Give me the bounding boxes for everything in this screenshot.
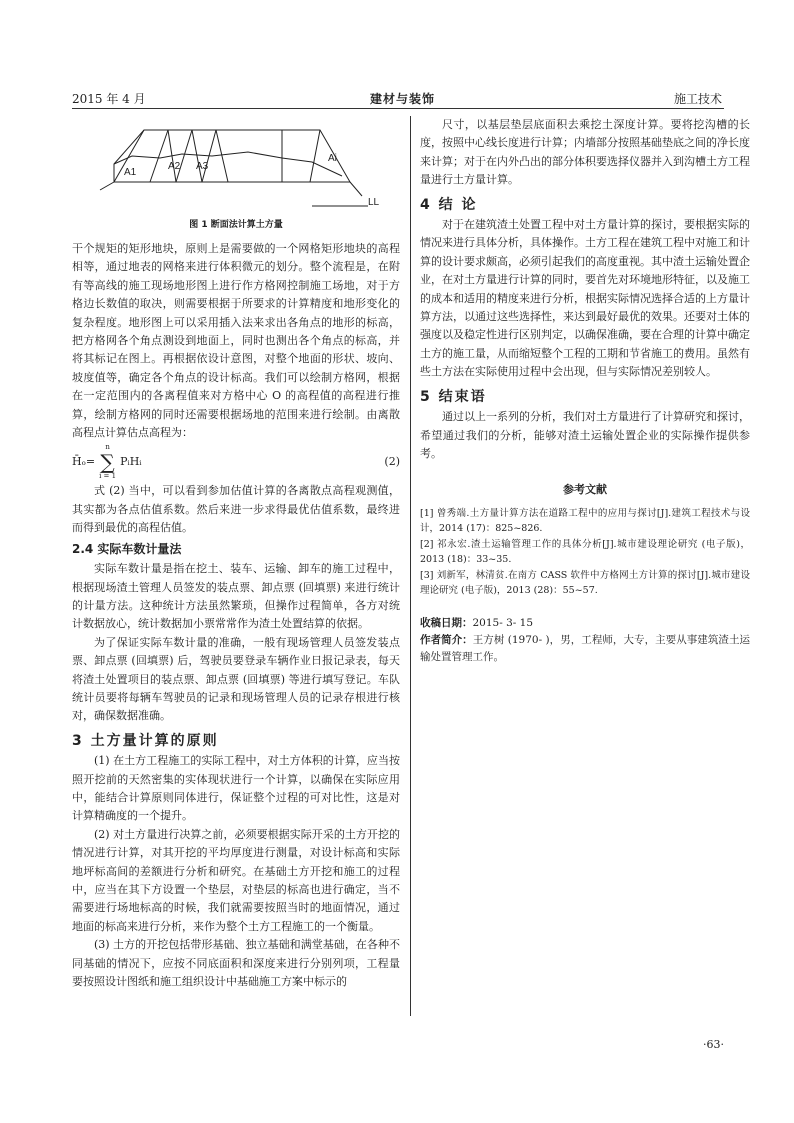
equation-2 (72, 442, 400, 482)
paragraph: (2) 对土方量进行决算之前，必须要根据实际开采的土方开挖的情况进行计算，对其开挖的平均厚度进行测量，对设计标高和实际地坪标高间的差额进行分析和研究。在基础土方开挖和施工的过程中，应当在其下方设置一个垫层，对垫层的标高也进行确定，当不需要进行场地标高的时候，我们就需要按照当时的地面情况，通过地面的标高来进行分析，来作为整个土方工程施工的一个衡量。 (72, 827, 400, 933)
author-label: 作者简介： (420, 633, 473, 646)
sum-upper-limit: n (105, 443, 110, 452)
area-label-a3: A3 (196, 161, 209, 172)
equation-number: (2) (384, 455, 400, 469)
paragraph: (3) 土方的开挖包括带形基础、独立基础和满堂基础，在各种不同基础的情况下，应按不同底面积和深度来进行分别列项，工程量要按照设计图纸和施工组织设计中基础施工方案中标示的 (72, 938, 400, 989)
paragraph: (1) 在土方工程施工的实际工程中，对土方体积的计算，应当按照开挖前的天然密集的实体现状进行一个计算，以确保在实际应用中，能结合计算原则同体进行，保证整个过程的可对比性，这是对计算精确度的一个提升。 (72, 754, 400, 823)
column-divider (410, 116, 411, 1016)
paragraph: 实际车数计量是指在挖土、装车、运输、卸车的施工过程中，根据现场渣土管理人员签发的装点票、卸点票 (回填票) 来进行统计的计量方法。这种统计方法虽然繁琐，但操作过程简单，各方对统计数据放心，统计数据加小票常常作为渣土处置结算的依据。 (72, 562, 400, 631)
author-bio (420, 632, 750, 666)
area-label-a2: A2 (168, 161, 181, 172)
reference-item: [3] 刘新军，林清贫.在南方 CASS 软件中方格网土方计算的探讨[J].城市建设理论研究 (电子版)，2013 (28)：55~57. (420, 569, 750, 597)
reference-item: [2] 祁永宏.渣土运输管理工作的具体分析[J].城市建设理论研究 (电子版)，2013 (18)：33~35. (420, 538, 750, 566)
section-heading-4: 4 结 论 (420, 196, 478, 213)
paragraph: 通过以上一系列的分析，我们对土方量进行了计算研究和探讨，希望通过我们的分析，能够对渣土运输处置企业的实际操作提供参考。 (420, 410, 750, 460)
left-column (72, 116, 400, 991)
figure-1 (72, 116, 400, 236)
section-heading-2-4: 2.4 实际车数计量法 (72, 541, 182, 556)
sum-lower-limit: i = 1 (99, 472, 117, 481)
formula-term: PᵢHᵢ (120, 455, 142, 469)
right-column (420, 116, 750, 666)
received-date (420, 615, 750, 632)
figure-caption: 图 1 断面法计算土方量 (189, 220, 283, 230)
page-number: ·63· (703, 1038, 724, 1051)
cross-section-diagram (72, 116, 400, 224)
references-title: 参考文献 (563, 483, 607, 497)
journal-date: 2015 年 4 月 (72, 92, 146, 106)
section-name: 施工技术 (673, 92, 722, 106)
paragraph: 式 (2) 当中，可以看到参加估值计算的各离散点高程观测值，其实都为各点估值系数。然后来进一步求得最优估值系数，最终进而得到最优的高程估值。 (72, 484, 400, 535)
paragraph: 为了保证实际车数计量的准确，一般有现场管理人员签发装点票、卸点票 (回填票) 后，驾驶员要登录车辆作业日报记录表，每天将渣土处置项目的装点票、卸点票 (回填票) 等进行填写登记。车队统计员要将每辆车驾驶员的记录和现场管理人员的记录存根进行核对，确保数据准确。 (72, 635, 400, 723)
reference-item: [1] 曾秀端.土方量计算方法在道路工程中的应用与探讨[J].建筑工程技术与设计，2014 (17)：825~826. (420, 507, 750, 535)
area-label-a1: A1 (124, 167, 137, 178)
paragraph: 尺寸，以基层垫层底面积去乘挖土深度计算。要将挖沟槽的长度，按照中心线长度进行计算；内墙部分按照基础垫底之间的净长度来计算；对于在内外凸出的部分体积要选择仪器并入到沟槽土方工程量进行土方量计算。 (420, 118, 750, 187)
summation-symbol: n ∑ i = 1 (99, 443, 117, 481)
received-label: 收稿日期： (420, 616, 473, 629)
formula-lhs: H̄ₒ= (72, 455, 96, 469)
section-heading-3: 3 土方量计算的原则 (72, 732, 219, 749)
header-rule (72, 108, 724, 109)
section-heading-5: 5 结束语 (420, 388, 487, 405)
line-label-ll: LL (368, 197, 380, 208)
received-value: 2015- 3- 15 (472, 616, 534, 629)
author-value: 王方树 (1970- )，男，工程师，大专，主要从事建筑渣土运输处置管理工作。 (420, 633, 750, 663)
paragraph: 对于在建筑渣土处置工程中对土方量计算的探讨，要根据实际的情况来进行具体分析，具体操作。土方工程在建筑工程中对施工和计算的设计要求颇高，必须引起我们的高度重视。其中渣土运输处置企业，在对土方量进行计算的同时，要首先对环境地形特征，以及施工的成本和适用的精度来进行分析，根据实际情况选择合适的上方量计算方法，以通过这些选择性，来达到最好最优的效果。还要对土体的强度以及稳定性进行区别判定，以确保准确，要在合理的计算中确定土方的施工量，从而缩短整个工程的工期和节省施工的费用。虽然有些土方法在实际使用过程中会出现，但与实际情况差别较人。 (420, 218, 750, 379)
journal-title: 建材与装饰 (370, 92, 436, 106)
paragraph: 干个规矩的矩形地块，原则上是需要做的一个网格矩形地块的高程相等，通过地表的网格来进行体积微元的划分。整个流程是，在附有等高线的施工现场地形图上进行作方格网控制施工场地，对于方格边长数值的取决，则需要根据于所要求的计算精度和地形变化的复杂程度。地形图上可以采用插入法来求出各角点的地形的标高，把方格网各个角点测设到地面上，同时也测出各个角点的标高，并将其标记在图上。再根据依设计意图，对整个地面的形状、坡向、坡度值等，确定各个角点的设计标高。我们可以绘制方格网，根据在一定范围内的各离程值来对方格中心 O 的高程值的高程进行推算，绘制方格网的同时还需要根据场地的范围来进行绘制。由离散高程点计算估点高程为： (72, 242, 400, 440)
area-label-ai: Ai (328, 153, 337, 164)
